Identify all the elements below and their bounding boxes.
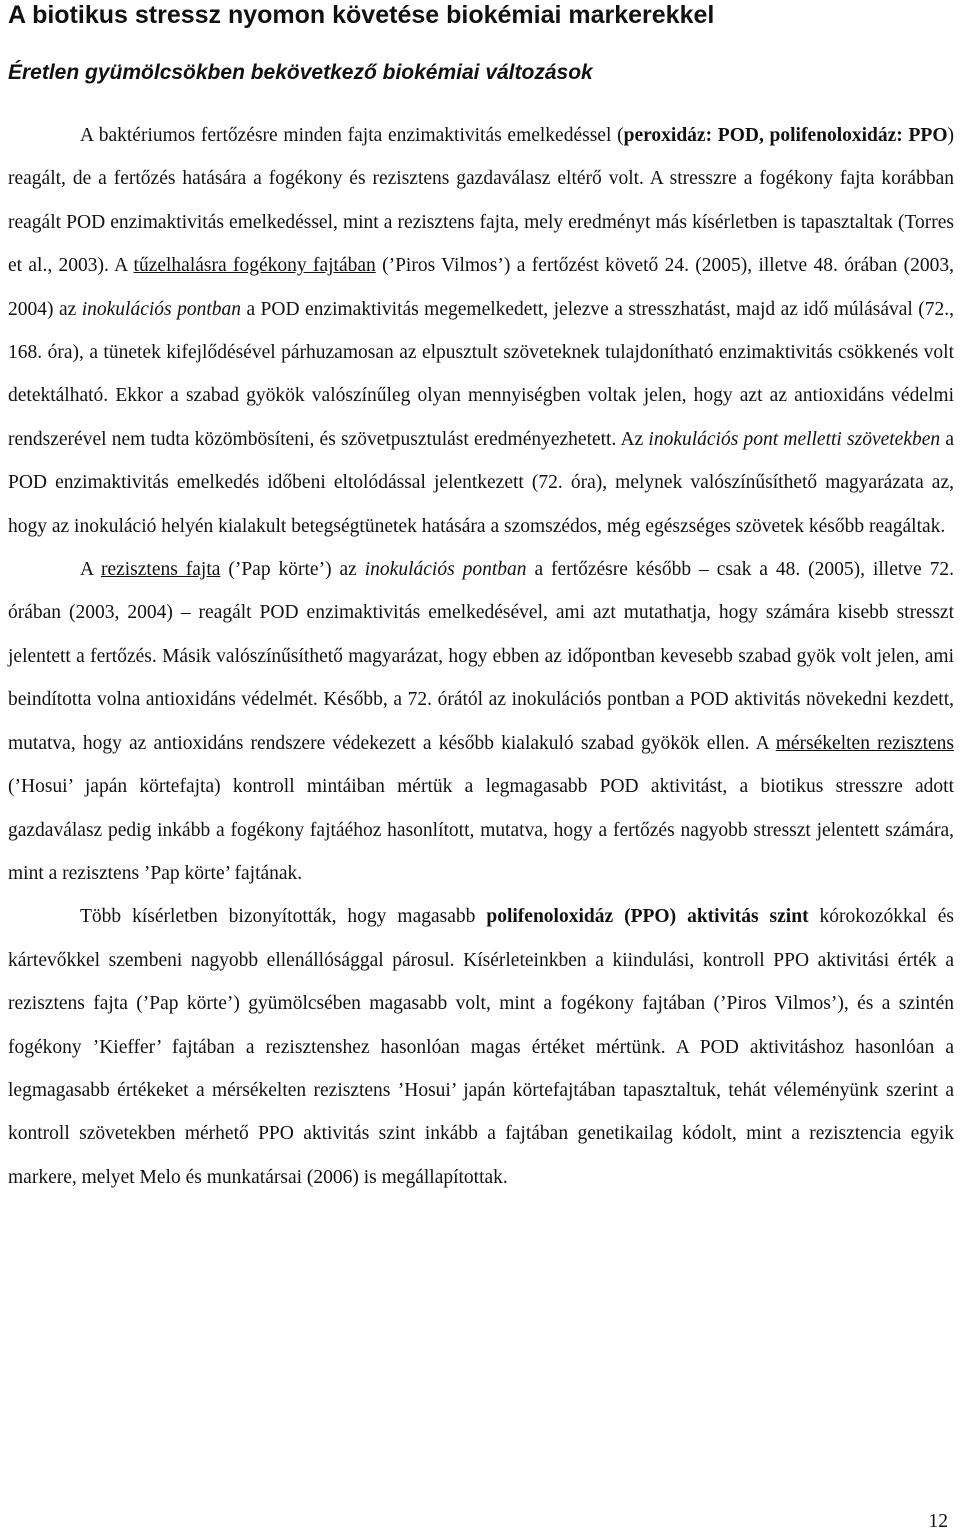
p3-bold-ppo: polifenoloxidáz (PPO) aktivitás szint (486, 906, 809, 928)
section-subtitle: Éretlen gyümölcsökben bekövetkező biokémiai változások (8, 61, 593, 84)
p1-bold-enzymes: peroxidáz: POD, polifenoloxidáz: PPO (623, 125, 948, 146)
p3-text-1: Több kísérletben bizonyították, hogy magasabb (80, 906, 487, 928)
p2-underline-resistant: rezisztens fajta (100, 559, 221, 581)
p2-text-2: (’Pap körte’) az (220, 559, 365, 581)
p1-italic-adjacent: inokulációs pont melletti szövetekben (648, 428, 941, 450)
p2-text-4: (’Hosui’ japán körtefajta) kontroll mintáiban mértük a legmagasabb POD aktivitást, a biotikus stresszre adott gazdaválasz pedig inkább a fogékony fajtáéhoz hasonlított, mutatva, hogy a fertőzés nagyobb stresszt jelentett számára, mint a rezisztens ’Pap körte’ fajtának. (8, 776, 954, 884)
p2-text-3: a fertőzésre később – csak a 48. (2005), illetve 72. órában (2003, 2004) – reagált POD enzimaktivitás emelkedésével, ami azt mutathatja, hogy számára kisebb stresszt jelentett a fertőzés. Másik valószínűsíthető magyarázat, hogy ebben az időpontban kevesebb szabad gyök volt jelen, ami beindította volna antioxidáns védelmét. Később, a 72. órától az inokulációs pontban a POD aktivitás növekedni kezdett, mutatva, hogy az antioxidáns rendszere védekezett a később kialakuló szabad gyökök ellen. A (8, 559, 955, 754)
p1-underline-susceptible: tűzelhalásra fogékony fajtában (133, 255, 376, 277)
p1-text-1: A baktériumos fertőzésre minden fajta enzimaktivitás emelkedéssel ( (80, 125, 624, 146)
p2-underline-moderate: mérsékelten rezisztens (775, 732, 954, 754)
body-text (8, 114, 954, 1199)
p1-text-4: a POD enzimaktivitás megemelkedett, jelezve a stresszhatást, majd az idő múlásával (72., 168. óra), a tünetek kifejlődésével párhuzamosan az elpusztult szöveteknek tulajdonítható enzimaktivitás csökkenés volt detektálható. Ekkor a szabad gyökök valószínűleg olyan mennyiségben voltak jelen, hogy azt az antioxidáns védelmi rendszerével nem tudta közömbösíteni, és szövetpusztulást eredményezhetett. Az (8, 298, 954, 450)
paragraph-2 (8, 548, 954, 895)
page-number: 12 (928, 1511, 948, 1532)
p1-text-3: (’Piros Vilmos’) a fertőzést követő 24. (2005), illetve 48. órában (2003, 2004) az (8, 255, 954, 320)
p3-text-2: kórokozókkal és kártevőkkel szembeni nagyobb ellenállósággal párosul. Kísérleteinkben a kiindulási, kontroll PPO aktivitási érték a rezisztens fajta (’Pap körte’) gyümölcsében magasabb volt, mint a fogékony fajtában (’Piros Vilmos’), és a szintén fogékony ’Kieffer’ fajtában a rezisztenshez hasonlóan magas értéket mértünk. A POD aktivitáshoz hasonlóan a legmagasabb értékeket a mérsékelten rezisztens ’Hosui’ japán körtefajtában tapasztaltuk, tehát véleményünk szerint a kontroll szövetekben mérhető PPO aktivitás szint inkább a fajtában genetikailag kódolt, mint a rezisztencia egyik markere, melyet Melo és munkatársai (2006) is megállapítottak. (8, 906, 954, 1188)
p2-text-1: A (80, 559, 101, 581)
p1-text-5: a POD enzimaktivitás emelkedés időbeni eltolódással jelentkezett (72. óra), melynek valószínűsíthető magyarázata az, hogy az inokuláció helyén kialakult betegségtünetek hatására a szomszédos, még egészséges szövetek később reagáltak. (8, 428, 955, 537)
page-title: A biotikus stressz nyomon követése biokémiai markerekkel (8, 1, 715, 29)
p1-italic-inoculation: inokulációs pontban (81, 298, 241, 320)
paragraph-3 (8, 895, 954, 1199)
p1-text-2: ) reagált, de a fertőzés hatására a fogékony és rezisztens gazdaválasz eltérő volt. A stresszre a fogékony fajta korábban reagált POD enzimaktivitás emelkedéssel, mint a rezisztens fajta, mely eredményt más kísérletben is tapasztaltak (Torres et al., 2003). A (8, 125, 954, 277)
paragraph-1 (8, 114, 954, 548)
p2-italic-inoculation: inokulációs pontban (364, 559, 527, 581)
